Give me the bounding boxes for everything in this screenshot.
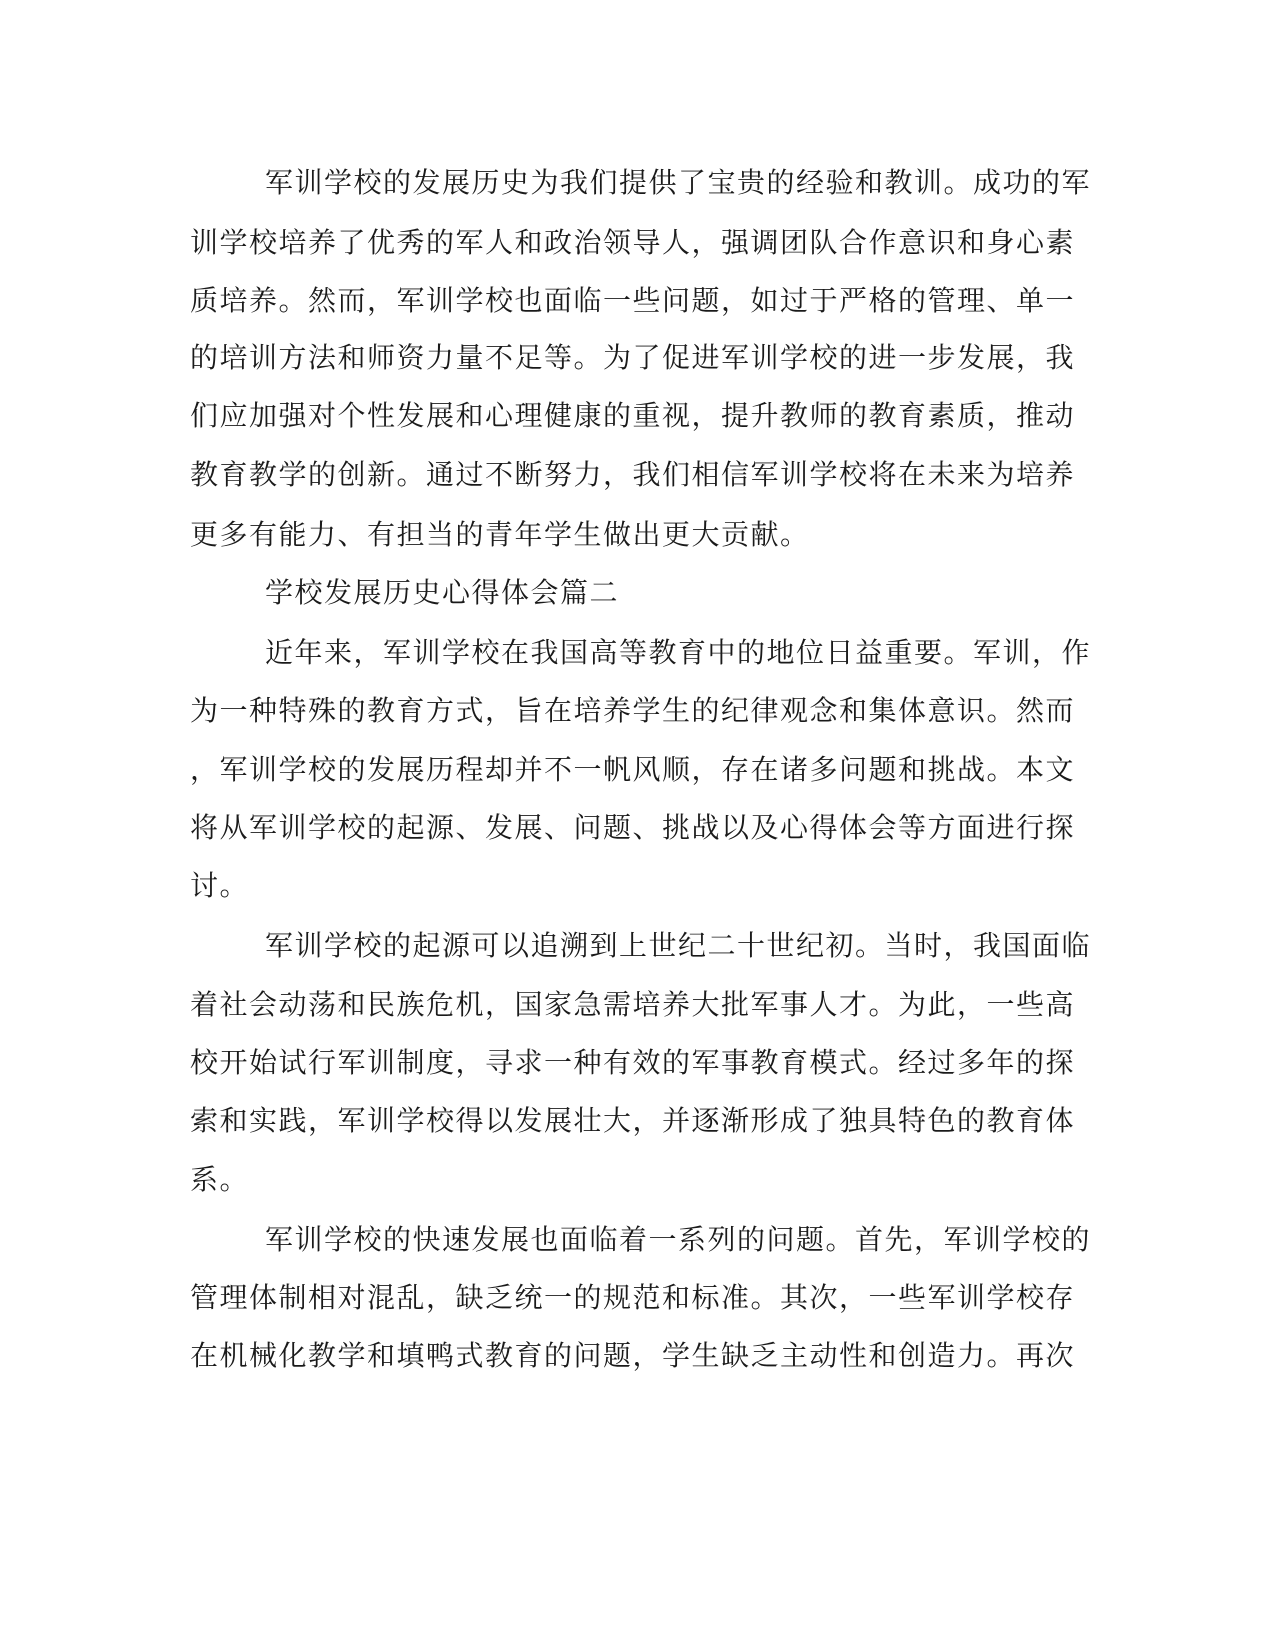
paragraph-1-line-4: 的培训方法和师资力量不足等。为了促进军训学校的进一步发展，我 — [190, 341, 1076, 374]
paragraph-3-line-3: 校开始试行军训制度，寻求一种有效的军事教育模式。经过多年的探 — [190, 1046, 1076, 1079]
paragraph-1-line-5: 们应加强对个性发展和心理健康的重视，提升教师的教育素质，推动 — [190, 399, 1076, 432]
paragraph-3-line-5: 系。 — [190, 1163, 250, 1196]
paragraph-4-line-3: 在机械化教学和填鸭式教育的问题，学生缺乏主动性和创造力。再次 — [190, 1339, 1076, 1372]
paragraph-1-line-6: 教育教学的创新。通过不断努力，我们相信军训学校将在未来为培养 — [190, 458, 1076, 491]
paragraph-2-line-1: 近年来，军训学校在我国高等教育中的地位日益重要。军训，作 — [265, 636, 1092, 669]
paragraph-4-line-2: 管理体制相对混乱，缺乏统一的规范和标准。其次，一些军训学校存 — [190, 1281, 1076, 1314]
paragraph-1-line-1: 军训学校的发展历史为我们提供了宝贵的经验和教训。成功的军 — [265, 166, 1092, 199]
paragraph-2-line-3: ，军训学校的发展历程却并不一帆风顺，存在诸多问题和挑战。本文 — [190, 753, 1076, 786]
paragraph-1-line-2: 训学校培养了优秀的军人和政治领导人，强调团队合作意识和身心素 — [190, 226, 1076, 259]
paragraph-3-line-4: 索和实践，军训学校得以发展壮大，并逐渐形成了独具特色的教育体 — [190, 1104, 1076, 1137]
paragraph-2-line-4: 将从军训学校的起源、发展、问题、挑战以及心得体会等方面进行探 — [190, 811, 1076, 844]
paragraph-2-line-5: 讨。 — [190, 869, 250, 902]
paragraph-1-line-3: 质培养。然而，军训学校也面临一些问题，如过于严格的管理、单一 — [190, 284, 1076, 317]
paragraph-4-line-1: 军训学校的快速发展也面临着一系列的问题。首先，军训学校的 — [265, 1223, 1092, 1256]
paragraph-3-line-2: 着社会动荡和民族危机，国家急需培养大批军事人才。为此，一些高 — [190, 988, 1076, 1021]
paragraph-1-line-7: 更多有能力、有担当的青年学生做出更大贡献。 — [190, 518, 810, 551]
paragraph-3-line-1: 军训学校的起源可以追溯到上世纪二十世纪初。当时，我国面临 — [265, 929, 1092, 962]
paragraph-2-line-2: 为一种特殊的教育方式，旨在培养学生的纪律观念和集体意识。然而 — [190, 694, 1076, 727]
section-heading: 学校发展历史心得体会篇二 — [265, 576, 620, 609]
